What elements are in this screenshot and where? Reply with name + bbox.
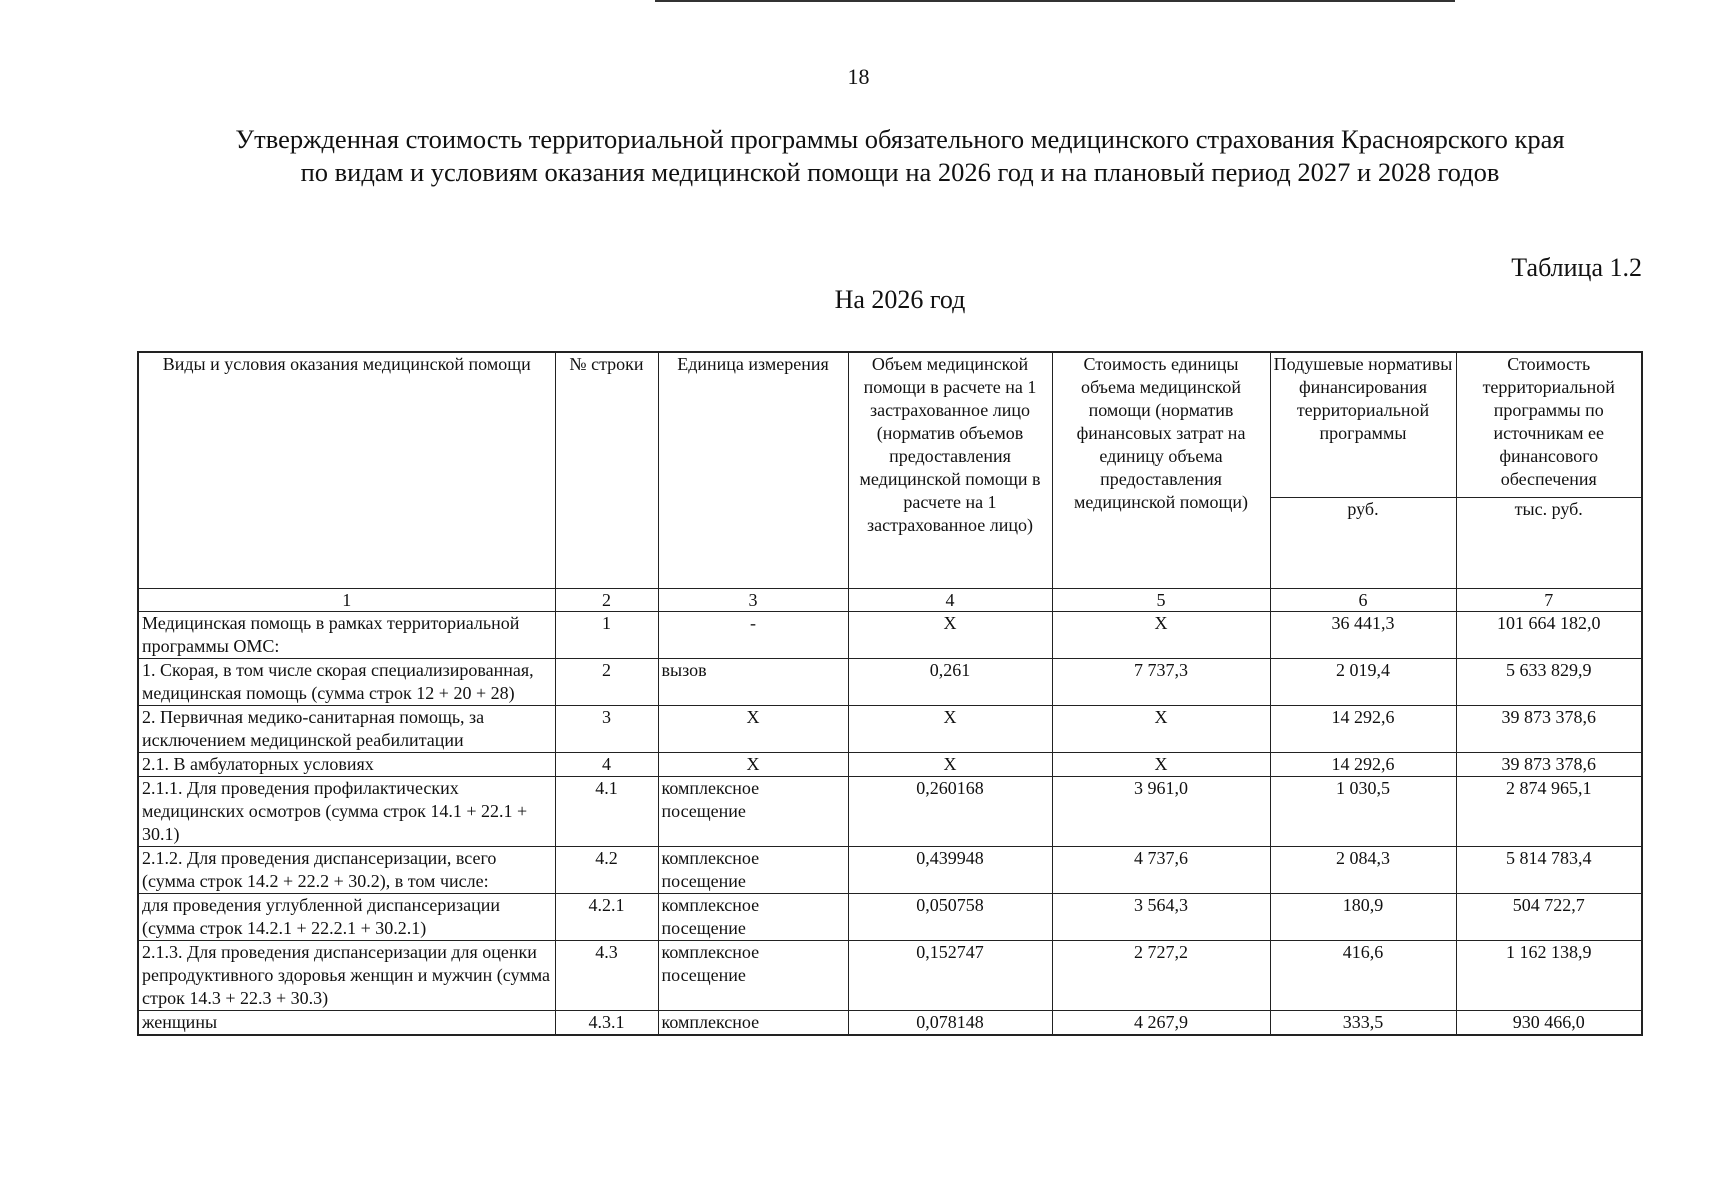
row-volume: 0,078148 <box>848 1011 1052 1036</box>
row-unit: Х <box>658 706 848 753</box>
row-total: 930 466,0 <box>1456 1011 1642 1036</box>
row-unit-cost: 7 737,3 <box>1052 659 1270 706</box>
row-per-capita: 180,9 <box>1270 894 1456 941</box>
column-number: 4 <box>848 589 1052 612</box>
row-unit: комплексное посещение <box>658 941 848 1011</box>
header-volume: Объем медицинской помощи в расчете на 1 застрахованное лицо (норматив объемов предоставления медицинской помощи в расчете на 1 застрахованное лицо) <box>848 352 1052 589</box>
column-number: 2 <box>555 589 658 612</box>
header-program-cost: Стоимость территориальной программы по источникам ее финансового обеспечения <box>1456 352 1642 498</box>
row-total: 39 873 378,6 <box>1456 706 1642 753</box>
header-row-number: № строки <box>555 352 658 589</box>
row-number: 3 <box>555 706 658 753</box>
table-row <box>138 894 1642 941</box>
header-unit-rub: руб. <box>1270 498 1456 589</box>
row-total: 2 874 965,1 <box>1456 777 1642 847</box>
row-total: 5 633 829,9 <box>1456 659 1642 706</box>
row-name: 2.1.3. Для проведения диспансеризации для оценки репродуктивного здоровья женщин и мужчин (сумма строк 14.3 + 22.3 + 30.3) <box>138 941 555 1011</box>
row-total: 5 814 783,4 <box>1456 847 1642 894</box>
row-unit-cost: 2 727,2 <box>1052 941 1270 1011</box>
row-unit: Х <box>658 753 848 777</box>
row-unit-cost: Х <box>1052 612 1270 659</box>
table-row <box>138 847 1642 894</box>
row-per-capita: 2 084,3 <box>1270 847 1456 894</box>
row-unit: комплексное посещение <box>658 894 848 941</box>
table-row <box>138 753 1642 777</box>
table-row <box>138 1011 1642 1036</box>
column-number: 5 <box>1052 589 1270 612</box>
row-name: 2. Первичная медико-санитарная помощь, за исключением медицинской реабилитации <box>138 706 555 753</box>
header-unit: Единица измерения <box>658 352 848 589</box>
row-name: 1. Скорая, в том числе скорая специализированная, медицинская помощь (сумма строк 12 + 20 + 28) <box>138 659 555 706</box>
row-volume: 0,261 <box>848 659 1052 706</box>
row-number: 4.2.1 <box>555 894 658 941</box>
row-per-capita: 36 441,3 <box>1270 612 1456 659</box>
table-row <box>138 706 1642 753</box>
row-per-capita: 14 292,6 <box>1270 753 1456 777</box>
row-per-capita: 333,5 <box>1270 1011 1456 1036</box>
row-per-capita: 1 030,5 <box>1270 777 1456 847</box>
row-volume: 0,439948 <box>848 847 1052 894</box>
header-per-capita: Подушевые нормативы финансирования территориальной программы <box>1270 352 1456 498</box>
page-number: 18 <box>847 64 870 89</box>
row-total: 504 722,7 <box>1456 894 1642 941</box>
column-number: 6 <box>1270 589 1456 612</box>
row-number: 4.2 <box>555 847 658 894</box>
column-number: 1 <box>138 589 555 612</box>
row-unit: комплексное посещение <box>658 847 848 894</box>
row-number: 4.3 <box>555 941 658 1011</box>
table-row <box>138 659 1642 706</box>
row-name: 2.1. В амбулаторных условиях <box>138 753 555 777</box>
table-label: Таблица 1.2 <box>1511 253 1642 282</box>
title-line-1: Утвержденная стоимость территориальной программы обязательного медицинского страхования Красноярского края <box>235 124 1565 154</box>
year-heading: На 2026 год <box>834 285 966 314</box>
row-unit: вызов <box>658 659 848 706</box>
table-header <box>138 352 1642 589</box>
row-name: 2.1.2. Для проведения диспансеризации, всего (сумма строк 14.2 + 22.2 + 30.2), в том числе: <box>138 847 555 894</box>
row-volume: 0,260168 <box>848 777 1052 847</box>
row-per-capita: 416,6 <box>1270 941 1456 1011</box>
row-unit-cost: 4 737,6 <box>1052 847 1270 894</box>
row-name: Медицинская помощь в рамках территориальной программы ОМС: <box>138 612 555 659</box>
row-volume: 0,152747 <box>848 941 1052 1011</box>
budget-table <box>137 351 1643 1036</box>
document-title <box>140 123 1660 189</box>
header-unit-cost: Стоимость единицы объема медицинской помощи (норматив финансовых затрат на единицу объема предоставления медицинской помощи) <box>1052 352 1270 589</box>
row-name: для проведения углубленной диспансеризации (сумма строк 14.2.1 + 22.2.1 + 30.2.1) <box>138 894 555 941</box>
row-name: 2.1.1. Для проведения профилактических медицинских осмотров (сумма строк 14.1 + 22.1 + 30.1) <box>138 777 555 847</box>
table-row <box>138 777 1642 847</box>
row-unit: - <box>658 612 848 659</box>
table-body <box>138 589 1642 1036</box>
column-number: 3 <box>658 589 848 612</box>
row-volume: Х <box>848 706 1052 753</box>
column-number: 7 <box>1456 589 1642 612</box>
header-kinds-of-care: Виды и условия оказания медицинской помощи <box>138 352 555 589</box>
row-unit-cost: Х <box>1052 706 1270 753</box>
row-volume: 0,050758 <box>848 894 1052 941</box>
row-number: 1 <box>555 612 658 659</box>
row-unit-cost: 4 267,9 <box>1052 1011 1270 1036</box>
row-unit: комплексное <box>658 1011 848 1036</box>
row-unit: комплексное посещение <box>658 777 848 847</box>
row-name: женщины <box>138 1011 555 1036</box>
table-row <box>138 612 1642 659</box>
column-number-row <box>138 589 1642 612</box>
title-line-2: по видам и условиям оказания медицинской помощи на 2026 год и на плановый период 2027 и 2028 годов <box>300 157 1500 187</box>
row-volume: Х <box>848 753 1052 777</box>
row-total: 39 873 378,6 <box>1456 753 1642 777</box>
row-number: 4 <box>555 753 658 777</box>
row-unit-cost: Х <box>1052 753 1270 777</box>
header-unit-thousand-rub: тыс. руб. <box>1456 498 1642 589</box>
row-volume: Х <box>848 612 1052 659</box>
row-total: 101 664 182,0 <box>1456 612 1642 659</box>
row-unit-cost: 3 961,0 <box>1052 777 1270 847</box>
row-total: 1 162 138,9 <box>1456 941 1642 1011</box>
table-row <box>138 941 1642 1011</box>
row-per-capita: 2 019,4 <box>1270 659 1456 706</box>
row-unit-cost: 3 564,3 <box>1052 894 1270 941</box>
row-number: 2 <box>555 659 658 706</box>
top-border-line <box>655 0 1455 2</box>
row-number: 4.3.1 <box>555 1011 658 1036</box>
row-number: 4.1 <box>555 777 658 847</box>
row-per-capita: 14 292,6 <box>1270 706 1456 753</box>
